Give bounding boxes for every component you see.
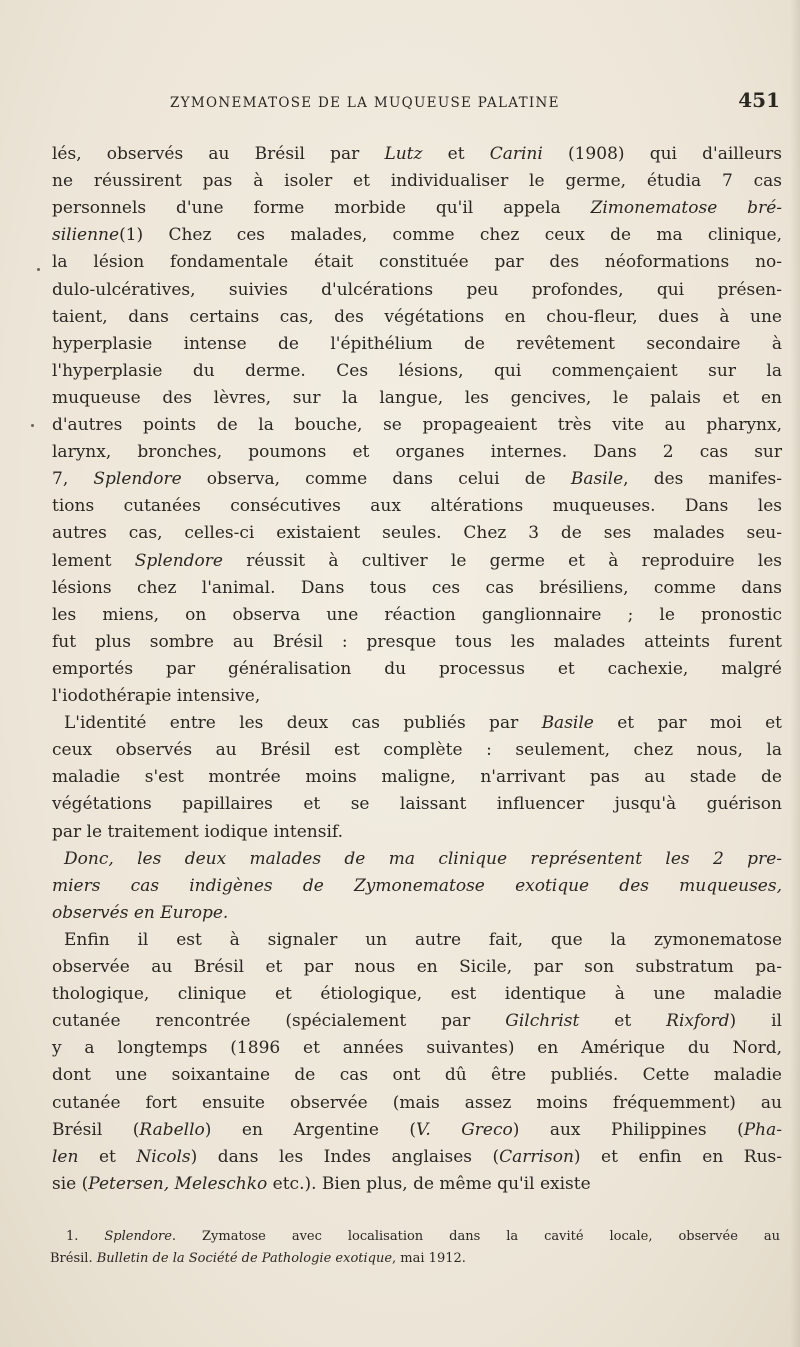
footnote-line <box>50 1248 780 1270</box>
page-number: 451 <box>738 88 780 112</box>
text-run: L'identité entre les deux cas publiés par <box>64 713 542 733</box>
italic-text: Basile <box>541 713 594 733</box>
text-run: observa, comme dans celui de <box>181 469 571 489</box>
running-head: ZYMONEMATOSE DE LA MUQUEUSE PALATINE <box>170 95 560 111</box>
text-line <box>52 1170 782 1198</box>
text-run: et <box>579 1011 667 1031</box>
italic-text: Zimonematose bré- <box>590 198 782 218</box>
text-line <box>52 519 782 547</box>
italic-text: Petersen, Meleschko <box>88 1174 268 1194</box>
text-run: fut plus sombre au Brésil : presque tous les malades atteints furent <box>52 632 782 652</box>
text-run: cutanée fort ensuite observée (mais assez moins fréquemment) au <box>52 1093 782 1113</box>
text-line <box>52 140 782 168</box>
text-run: par le traitement iodique intensif. <box>52 822 344 842</box>
text-line <box>52 736 782 764</box>
text-line <box>52 628 782 656</box>
text-run: Enfin il est à signaler un autre fait, que la zymonematose <box>64 930 782 950</box>
text-run: etc.). Bien plus, de même qu'il existe <box>267 1174 591 1194</box>
text-line <box>52 574 782 602</box>
text-line <box>52 601 782 629</box>
text-run: cutanée rencontrée (spécialement par <box>52 1011 506 1031</box>
text-run: Brésil ( <box>52 1120 140 1140</box>
text-line <box>52 384 782 412</box>
text-line <box>52 411 782 439</box>
text-line <box>52 465 782 493</box>
italic-text: observés en Europe. <box>52 903 229 923</box>
text-run: personnels d'une forme morbide qu'il appela <box>52 198 591 218</box>
text-line <box>52 221 782 249</box>
text-line <box>52 872 782 900</box>
italic-text: Splendore <box>93 469 182 489</box>
text-run: hyperplasie intense de l'épithélium de revêtement secondaire à <box>52 334 782 354</box>
text-run: Brésil. <box>50 1251 97 1266</box>
text-run: et <box>422 144 490 164</box>
text-run: ) en Argentine ( <box>204 1120 417 1140</box>
italic-text: Carrison <box>499 1147 574 1167</box>
text-run: (1) Chez ces malades, comme chez ceux de ma clinique, <box>119 225 782 245</box>
text-run: observée au Brésil et par nous en Sicile, par son substratum pa- <box>52 957 782 977</box>
italic-text: Nicols <box>136 1147 191 1167</box>
text-line <box>52 248 782 276</box>
italic-text: Splendore <box>104 1229 172 1244</box>
italic-text: Splendore <box>134 551 223 571</box>
text-run: sie ( <box>52 1174 89 1194</box>
text-line <box>64 709 782 737</box>
text-run: autres cas, celles-ci existaient seules. Chez 3 de ses malades seu- <box>52 523 782 543</box>
text-line <box>52 547 782 575</box>
text-line <box>52 1034 782 1062</box>
text-run: emportés par généralisation du processus et cachexie, malgré <box>52 659 782 679</box>
text-run: tions cutanées consécutives aux altérations muqueuses. Dans les <box>52 496 782 516</box>
text-run: taient, dans certains cas, des végétations en chou-fleur, dues à une <box>52 307 782 327</box>
text-run: ) aux Philippines ( <box>512 1120 744 1140</box>
text-line <box>52 276 782 304</box>
text-run: ) il <box>729 1011 782 1031</box>
text-line <box>52 1089 782 1117</box>
text-run: , des manifes- <box>623 469 782 489</box>
text-line <box>52 330 782 358</box>
text-run: . Zymatose avec localisation dans la cavité locale, observée au <box>171 1229 780 1244</box>
italic-text: len <box>52 1147 79 1167</box>
text-line <box>52 818 782 846</box>
text-line <box>52 492 782 520</box>
italic-text: Basile <box>570 469 624 489</box>
text-line <box>52 682 782 710</box>
italic-text: Bulletin de la Société de Pathologie exotique <box>96 1251 393 1266</box>
page-header <box>170 88 790 124</box>
text-line <box>52 194 782 222</box>
text-line <box>64 845 782 873</box>
text-run: maladie s'est montrée moins maligne, n'arrivant pas au stade de <box>52 767 782 787</box>
italic-text: silienne <box>52 225 120 245</box>
text-line <box>52 1061 782 1089</box>
text-run: la lésion fondamentale était constituée par des néoformations no- <box>52 252 782 272</box>
text-line <box>52 980 782 1008</box>
italic-text: Pha- <box>743 1120 783 1140</box>
text-run: d'autres points de la bouche, se propageaient très vite au pharynx, <box>52 415 782 435</box>
text-run: ) et enfin en Rus- <box>573 1147 782 1167</box>
text-run: lement <box>52 551 135 571</box>
text-run: , mai 1912. <box>392 1251 466 1266</box>
text-run: les miens, on observa une réaction ganglionnaire ; le pronostic <box>52 605 782 625</box>
italic-text: V. Greco <box>416 1120 513 1140</box>
text-run: (1908) qui d'ailleurs <box>542 144 782 164</box>
text-line <box>52 655 782 683</box>
text-line <box>52 1143 782 1171</box>
footnote-line <box>66 1226 780 1248</box>
italic-text: Gilchrist <box>505 1011 580 1031</box>
italic-text: Rixford <box>666 1011 730 1031</box>
text-run: ne réussirent pas à isoler et individualiser le germe, étudia 7 cas <box>52 171 782 191</box>
text-run: l'iodothérapie intensive, <box>52 686 261 706</box>
text-run: lés, observés au Brésil par <box>52 144 385 164</box>
italic-text: Lutz <box>384 144 423 164</box>
text-line <box>52 357 782 385</box>
text-line <box>52 790 782 818</box>
text-run: thologique, clinique et étiologique, est identique à une maladie <box>52 984 782 1004</box>
text-line <box>52 953 782 981</box>
text-run: y a longtemps (1896 et années suivantes) en Amérique du Nord, <box>52 1038 782 1058</box>
text-run: et par moi et <box>593 713 782 733</box>
text-run: larynx, bronches, poumons et organes internes. Dans 2 cas sur <box>52 442 782 462</box>
text-line <box>52 763 782 791</box>
italic-text: Rabello <box>139 1120 205 1140</box>
text-line <box>64 926 782 954</box>
text-run: dulo-ulcératives, suivies d'ulcérations peu profondes, qui présen- <box>52 280 782 300</box>
text-line <box>52 303 782 331</box>
text-run: ) dans les Indes anglaises ( <box>190 1147 500 1167</box>
text-run: muqueuse des lèvres, sur la langue, les gencives, le palais et en <box>52 388 782 408</box>
text-run: végétations papillaires et se laissant influencer jusqu'à guérison <box>52 794 782 814</box>
text-run: dont une soixantaine de cas ont dû être publiés. Cette maladie <box>52 1065 782 1085</box>
text-line <box>52 1116 782 1144</box>
italic-text: Donc, les deux malades de ma clinique représentent les 2 pre- <box>64 849 782 869</box>
italic-text: Carini <box>489 144 543 164</box>
text-line <box>52 438 782 466</box>
text-line <box>52 1007 782 1035</box>
text-run: 7, <box>52 469 94 489</box>
page-speck <box>37 268 40 271</box>
text-run: ceux observés au Brésil est complète : seulement, chez nous, la <box>52 740 782 760</box>
text-line <box>52 167 782 195</box>
text-line <box>52 899 782 927</box>
italic-text: miers cas indigènes de Zymonematose exotique des muqueuses, <box>52 876 782 896</box>
text-run: réussit à cultiver le germe et à reproduire les <box>222 551 782 571</box>
text-run: l'hyperplasie du derme. Ces lésions, qui commençaient sur la <box>52 361 782 381</box>
page-speck <box>31 424 34 427</box>
text-run: et <box>78 1147 137 1167</box>
text-run: lésions chez l'animal. Dans tous ces cas brésiliens, comme dans <box>52 578 782 598</box>
text-run: 1. <box>66 1229 105 1244</box>
